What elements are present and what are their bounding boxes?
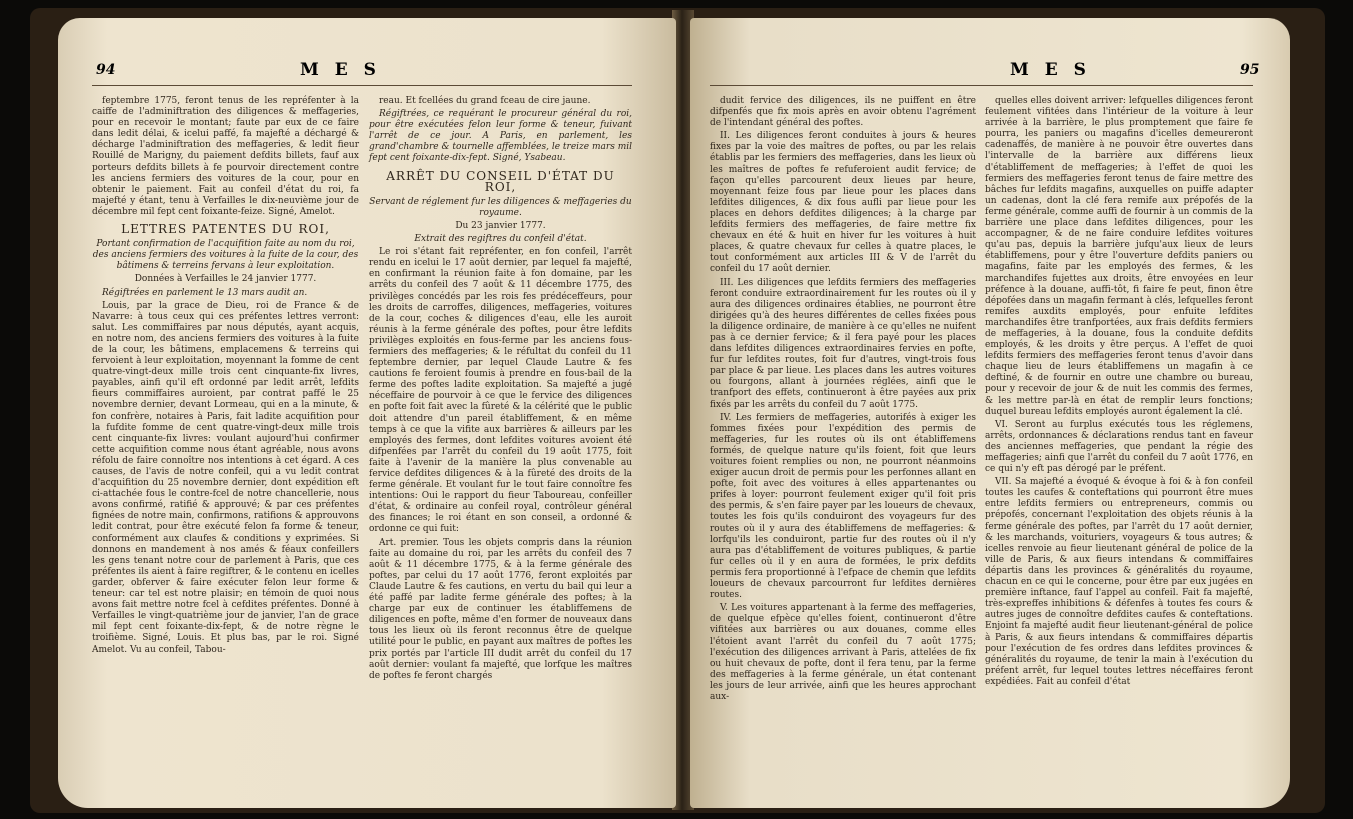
right-header-rule <box>710 85 1253 86</box>
registration-line: Régiftrées en parlement le 13 mars audit an. <box>102 287 308 298</box>
paragraph: Régiftrées, ce requérant le procureur général du roi, pour être exécutées felon leur forme & teneur, fuivant l'arrêt de ce jour. A Paris, en parlement, les grand'chambre & tournelle affemblées, le treize mars mil fept cent foixante-dix-fept. Signé, Ysabeau. <box>369 109 632 164</box>
right-column-1 <box>710 96 976 702</box>
paragraph: Louis, par la grace de Dieu, roi de France & de Navarre: à tous ceux qui ces préfentes lettres verront: salut. Les commiffaires par nous députés, ayant acquis, en notre nom, des anciens fermiers des voitures à la fuite de la cour, les bâtimens, emplacemens & terreins qui fervoient à leur exploitation, moyennant la fomme de cent quatre-vingt-deux mille trois cent cinquante-fix livres, payables, ainfi qu'il eft ordonné par ledit arrêt, lefdits fieurs commiffaires auroient, par contrat paffé le 25 novembre dernier, devant Lormeau, qui en a la minute, & fon confrère, notaires à Paris, fait ladite acquifition pour la fufdite fomme de cent quatre-vingt-deux mille trois cent cinquante-fix livres: voulant aujourd'hui confirmer cette acquifition comme nous étant agréable, nous avons réfolu de faire connoître nos intentions à cet égard. A ces causes, de l'avis de notre confeil, qui a vu ledit contrat d'acquifition du 25 novembre dernier, dont expédition eft ci-attachée fous le contre-fcel de notre chancellerie, nous avons confirmé, ratifié & approuvé; & par ces préfentes fignées de notre main, confirmons, ratifions & approuvons ledit contrat, pour être exécuté felon fa forme & teneur, conformément aux claufes & conditions y exprimées. Si donnons en mandement à nos amés & féaux confeillers les gens tenant notre cour de parlement à Paris, que ces préfentes ils aient à faire regiftrer, & le contenu en icelles garder, obferver & faire exécuter felon leur forme & teneur: car tel est notre plaisir; en témoin de quoi nous avons fait mettre notre fcel à cefdites préfentes. Donné à Verfailles le vingt-quatrième jour de janvier, l'an de grace mil fept cent foixante-dix-fept, & de notre règne le troifième. Signé, Louis. Et plus bas, par le roi. Signé Amelot. Vu au confeil, Tabou- <box>92 300 359 655</box>
paragraph: VI. Seront au furplus exécutés tous les réglemens, arrêts, ordonnances & déclarations rendus tant en faveur des anciennes meffageries, que pendant la régie des meffageries; ainfi que l'arrêt du confeil du 7 août 1776, en ce qui n'y eft pas dérogé par le préfent. <box>985 419 1253 475</box>
paragraph: III. Les diligences que lefdits fermiers des meffageries feront conduire extraordinairement fur les routes où il y aura des diligences ordinaires établies, ne pourront être dirigées qu'à des heures différentes de celles fixées pous la diligence ordinaire, de manière à ce qu'elles ne nuifent pas à ce dernier fervice; & il fera payé pour les places dans lefdites diligences extraordinaires fervies en pofte, fur fur lefdites routes, foit fur d'autres, vingt-trois fous par place & par lieue. Les places dans les autres voitures ou fourgons, allant à journées réglées, ainfi que le tranfport des effets, continueront à être payées aux prix fixés par les arrêts du confeil du 7 août 1775. <box>710 277 976 410</box>
paragraph: dudit fervice des diligences, ils ne puiffent en être difpenfés que fix mois après en avoir obtenu l'agrément de l'intendant général des poftes. <box>710 96 976 129</box>
left-column-2 <box>369 96 632 696</box>
section-heading: ARRÊT DU CONSEIL D'ÉTAT DU ROI, <box>386 168 615 194</box>
paragraph: Le roi s'étant fait repréfenter, en fon confeil, l'arrêt rendu en icelui le 17 août dernier, par lequel fa majefté, en confirmant la réunion faite à fon domaine, par les arrêts du confeil des 7 août & 11 décembre 1775, des privilèges concédés par les rois fes prédéceffeurs, pour les droits de carroffes, diligences, meffageries, voitures de la cour, coches & diligences d'eau, elle les auroit réunis à la ferme générale des poftes, pour être lefdits privilèges exploités en fous-ferme par les anciens fous-fermiers des meffageries; & le réfultat du confeil du 11 feptembre dernier, par lequel Claude Lautre & fes cautions fe feroient foumis à prendre en fous-bail de la ferme des poftes ladite exploitation. Sa majefté a jugé néceffaire de pourvoir à ce que le fervice des diligences en pofte foit fait avec la fûreté & la célérité que le public doit attendre d'un pareil établiffement, & en même temps à ce que la vifite aux barrières & ailleurs par les employés des fermes, dont lefdites voitures avoient été difpenfées par l'arrêt du confeil du 19 août 1775, foit faite à l'avenir de la manière la plus convenable au fervice defdites diligences & à la fûreté des droits de la ferme générale. Et voulant fur le tout faire connoître fes intentions: Oui le rapport du fieur Taboureau, confeiller d'état, & ordinaire au confeil royal, contrôleur général des finances; le roi étant en son conseil, a ordonné & ordonne ce qui fuit: <box>369 247 632 535</box>
right-column-2 <box>985 96 1253 696</box>
date-line: Données à Verfailles le 24 janvier 1777. <box>134 274 317 285</box>
extract-line: Extrait des regiftres du confeil d'état. <box>414 234 587 245</box>
right-page-number: 95 <box>1240 62 1260 78</box>
paragraph: quelles elles doivent arriver: lefquelles diligences feront feulement vifitées dans l'intérieur de la voiture à leur arrivée à la barrière, le plus promptement que faire fe pourra, les paniers ou magafins d'icelles demeureront cadenaffés, de manière à ne pouvoir être ouvertes dans l'intervalle de la barrière aux différens lieux d'établiffement de meffageries; à l'effet de quoi les fermiers des meffageries feront tenus de faire mettre des bâches fur lefdits magafins, auxquelles on puiffe adapter un cadenas, dont la clé fera remife aux prépofés de la ferme générale, comme auffi de fournir à un commis de la barrière une place dans lefdites diligences, pour les accompagner, & de ne faire conduire lefdites voitures qu'au pas, depuis la barrière jufqu'aux lieux de leurs établiffemens, pour y être l'ouverture defdits paniers ou magafins, faite par les employés des fermes, & les marchandifes fujettes aux droits, être envoyées en leur préfence à la douane, auffi-tôt, fi faire fe peut, finon être dépofées dans un magafin fermant à clés, lefquelles feront remifes auxdits employés, pour enfuite lefdites marchandifes être tranfportées, aux frais defdits fermiers de meffageries, à la douane, fous la conduite defdits employés, & les droits y être perçus. A l'effet de quoi lefdits fermiers des meffageries feront tenus d'avoir dans chaque lieu de leurs établiffemens un magafin à ce deftiné, & de fournir en outre une chambre ou bureau, pour y recevoir de jour & de nuit les commis des fermes, & les mettre par-là en état de remplir leurs fonctions; duquel bureau lefdits employés auront également la clé. <box>985 96 1253 417</box>
paragraph: VII. Sa majefté a évoqué & évoque à foi & à fon confeil toutes les caufes & conteftations qui pourront être mues entre lefdits fermiers ou entrepreneurs, commis ou prépofés, concernant l'exploitation des objets réunis à la ferme générale des poftes, par l'arrêt du 17 août dernier, & les marchands, voituriers, voyageurs & tous autres; & icelles renvoie au fieur lieutenant général de police de la ville de Paris, & aux fieurs intendans & commiffaires départis dans les provinces & généralités du royaume, chacun en ce qui le concerne, pour être par eux jugées en première inftance, fauf l'appel au confeil. Fait fa majefté, très-expreffes inhibitions & défenfes à toutes fes cours & autres juges de connoître defdites caufes & conteftations. Enjoint fa majefté audit fieur lieutenant-général de police à Paris, & aux fieurs intendans & commiffaires départis pour l'exécution de fes ordres dans lefdites provinces & généralités du royaume, de tenir la main à l'exécution du préfent arrêt, fur lequel toutes lettres néceffaires feront expédiées. Fait au confeil d'état <box>985 477 1253 687</box>
left-running-head: M E S <box>300 60 381 80</box>
left-header-rule <box>92 85 632 86</box>
section-subtitle: Servant de réglement fur les diligences & meffageries du royaume. <box>369 196 632 218</box>
paragraph: V. Les voitures appartenant à la ferme des meffageries, de quelque efpèce qu'elles foient, continueront d'être vifitées aux barrières ou aux douanes, comme elles l'étoient avant l'arrêt du confeil du 7 août 1775; l'exécution des diligences arrivant à Paris, attelées de fix ou huit chevaux de pofte, dont il fera tenu, par la ferme des meffageries à la ferme générale, un état contenant les jours de leur arrivée, ainfi que les heures approchant aux- <box>710 603 976 702</box>
left-page-number: 94 <box>96 62 116 78</box>
paragraph: Art. premier. Tous les objets compris dans la réunion faite au domaine du roi, par les arrêts du confeil des 7 août & 11 décembre 1775, & à la ferme générale des poftes, par celui du 17 août 1776, feront exploités par Claude Lautre & fes cautions, en vertu du bail qui leur a été paffé par ladite ferme générale des poftes; à la charge par eux de continuer les établiffemens de diligences en pofte, même d'en former de nouveaux dans tous les lieux où ils feront reconnus être de quelque utilité pour le public, en payant aux maîtres de poftes les prix portés par l'article III dudit arrêt du confeil du 17 août dernier: voulant fa majefté, que lorfque les maîtres de poftes fe feront chargés <box>369 537 632 681</box>
paragraph: II. Les diligences feront conduites à jours & heures fixes par la voie des maîtres de poftes, ou par les relais établis par les fermiers des meffageries, dans les lieux où les maîtres de poftes fe refuferoient audit fervice; de façon qu'elles parcourent deux lieues par heure, moyennant feize fous par lieue pour les places dans lefdites diligences, & dix fous aufli par lieue pour les places en dehors defdites diligences; à la charge par lefdits fermiers des meffageries, de faire mettre fix chevaux en été & huit en hiver fur les voitures à huit places, & quatre chevaux fur celles à quatre places, le tout conformément aux articles III & V de l'arrêt du confeil du 17 août dernier. <box>710 131 976 275</box>
paragraph: IV. Les fermiers de meffageries, autorifés à exiger les fommes fixées pour l'expédition des permis de meffageries, fur les routes où ils ont établiffemens formés, de quelque nature qu'ils foient, foit que leurs voitures foient remplies ou non, ne pourront néanmoins exiger aucun droit de permis pour les perfonnes allant en pofte, foit avec des voitures à elles appartenantes ou prifes à loyer: pourront feulement exiger qu'il foit pris des permis, & s'en faire payer par les loueurs de chevaux, toutes les fois qu'ils conduiront des voyageurs fur des routes où il y aura des établiffemens de meffageries: & lorfqu'ils les conduiront, partie fur des routes où il n'y aura pas d'établiffement de voitures publiques, & partie fur celles où il y en aura de formées, le prix defdits permis fera proportionné à l'efpace de chemin que lefdits loueurs de chevaux parcourront fur lefdites dernières routes. <box>710 412 976 601</box>
section-heading: LETTRES PATENTES DU ROI, <box>121 222 330 237</box>
date-line: Du 23 janvier 1777. <box>455 220 546 231</box>
section-subtitle: Portant confirmation de l'acquifition faite au nom du roi, des anciens fermiers des voitures à la fuite de la cour, des bâtimens & terreins fervans à leur exploitation. <box>92 239 359 272</box>
paragraph: reau. Et fcellées du grand fceau de cire jaune. <box>379 96 591 106</box>
left-column-1 <box>92 96 359 696</box>
right-running-head: M E S <box>1010 60 1091 80</box>
paragraph: feptembre 1775, feront tenus de les repréfenter à la caiffe de l'adminiftration des diligences & meffageries, pour en recevoir le montant; faute par eux de ce faire dans ledit délai, & icelui paffé, fa majefté a déchargé & décharge l'adminiftration des meffageries, & ledit fieur Rouillé de Marigny, du paiement defdits billets, fauf aux porteurs defdits billets à fe pourvoir directement contre les anciens fermiers des voitures de la cour, pour en obtenir le paiement. Fait au confeil d'état du roi, fa majefté y étant, tenu à Verfailles le dix-neuvième jour de décembre mil fept cent foixante-feize. Signé, Amelot. <box>92 96 359 217</box>
